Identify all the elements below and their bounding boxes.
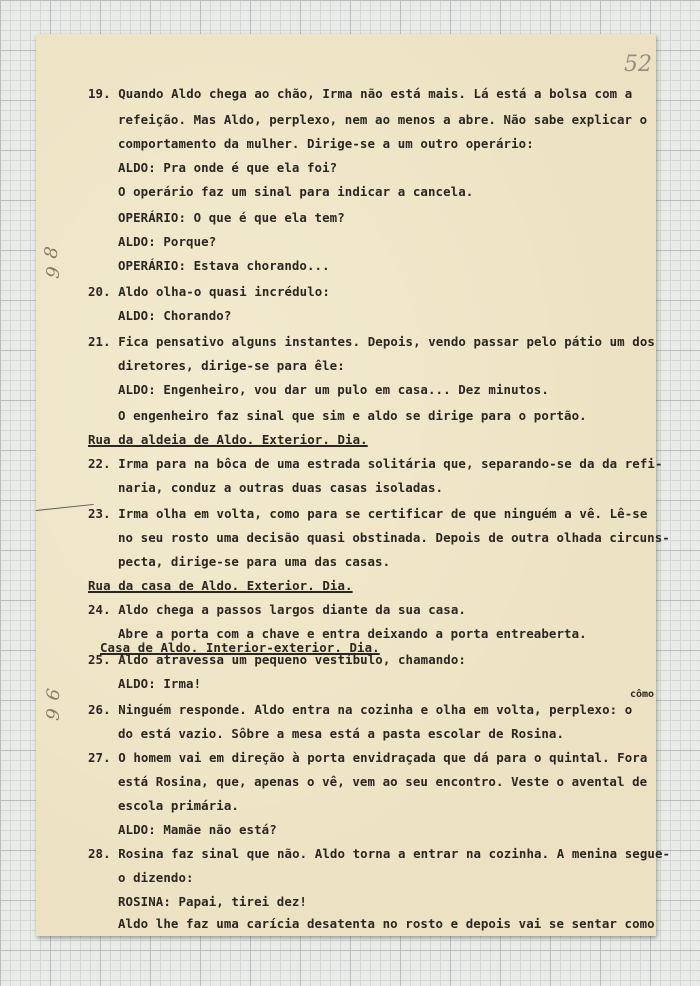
text-line: no seu rosto uma decisão quasi obstinada. Depois de outra olhada circuns- xyxy=(118,530,670,545)
text-line: o dizendo: xyxy=(118,870,194,885)
text-line: ALDO: Pra onde é que ela foi? xyxy=(118,160,338,175)
text-line: está Rosina, que, apenas o vê, vem ao seu encontro. Veste o avental de xyxy=(118,774,648,789)
text-line: 25. Aldo atravessa um pequeno vestíbulo, chamando: xyxy=(88,652,466,667)
text-line: ALDO: Irma! xyxy=(118,676,202,691)
text-line: naria, conduz a outras duas casas isoladas. xyxy=(118,480,444,495)
text-line: comportamento da mulher. Dirige-se a um outro operário: xyxy=(118,136,534,151)
text-line: O engenheiro faz sinal que sim e aldo se dirige para o portão. xyxy=(118,408,587,423)
text-line: Aldo lhe faz uma carícia desatenta no rosto e depois vai se sentar como xyxy=(118,916,655,931)
page-number: 52 xyxy=(624,52,652,77)
text-line: 22. Irma para na bôca de uma estrada solitária que, separando-se da da refi- xyxy=(88,456,663,471)
margin-note-top-2: 9 xyxy=(42,265,66,280)
text-line: 23. Irma olha em volta, como para se certificar de que ninguém a vê. Lê-se xyxy=(88,506,648,521)
text-line: ALDO: Porque? xyxy=(118,234,217,249)
text-line: diretores, dirige-se para êle: xyxy=(118,358,345,373)
text-line: ALDO: Chorando? xyxy=(118,308,232,323)
text-line: ALDO: Engenheiro, vou dar um pulo em casa... Dez minutos. xyxy=(118,382,549,397)
text-line: OPERÁRIO: O que é que ela tem? xyxy=(118,210,345,225)
pencil-mark xyxy=(36,504,94,511)
text-line: O operário faz um sinal para indicar a cancela. xyxy=(118,184,474,199)
margin-note-top: 8 xyxy=(40,245,64,260)
text-line: 19. Quando Aldo chega ao chão, Irma não está mais. Lá está a bolsa com a xyxy=(88,86,633,101)
scene-heading: Rua da casa de Aldo. Exterior. Dia. xyxy=(88,578,353,593)
text-line: escola primária. xyxy=(118,798,239,813)
scene-heading: Casa de Aldo. Interior-exterior. Dia. xyxy=(100,640,380,655)
scene-heading: Rua da aldeia de Aldo. Exterior. Dia. xyxy=(88,432,368,447)
document-page xyxy=(36,34,671,936)
text-line: 21. Fica pensativo alguns instantes. Depois, vendo passar pelo pátio um dos xyxy=(88,334,655,349)
text-line: 24. Aldo chega a passos largos diante da sua casa. xyxy=(88,602,466,617)
text-line: 26. Ninguém responde. Aldo entra na cozinha e olha em volta, perplexo: o xyxy=(88,702,633,717)
text-line: 20. Aldo olha-o quasi incrédulo: xyxy=(88,284,330,299)
text-line: Abre a porta com a chave e entra deixando a porta entreaberta. xyxy=(118,626,587,641)
text-line: pecta, dirige-se para uma das casas. xyxy=(118,554,391,569)
margin-note-bottom: 6 xyxy=(42,687,66,702)
text-line: refeição. Mas Aldo, perplexo, nem ao menos a abre. Não sabe explicar o xyxy=(118,112,648,127)
inserted-word: cômo xyxy=(630,689,655,700)
text-line: do está vazio. Sôbre a mesa está a pasta escolar de Rosina. xyxy=(118,726,565,741)
margin-note-bottom-2: 9 xyxy=(42,707,66,722)
text-line: ROSINA: Papai, tirei dez! xyxy=(118,894,307,909)
text-line: ALDO: Mamãe não está? xyxy=(118,822,277,837)
text-line: 27. O homem vai em direção à porta envidraçada que dá para o quintal. Fora xyxy=(88,750,648,765)
text-line: OPERÁRIO: Estava chorando... xyxy=(118,258,330,273)
text-line: 28. Rosina faz sinal que não. Aldo torna a entrar na cozinha. A menina segue- xyxy=(88,846,671,861)
